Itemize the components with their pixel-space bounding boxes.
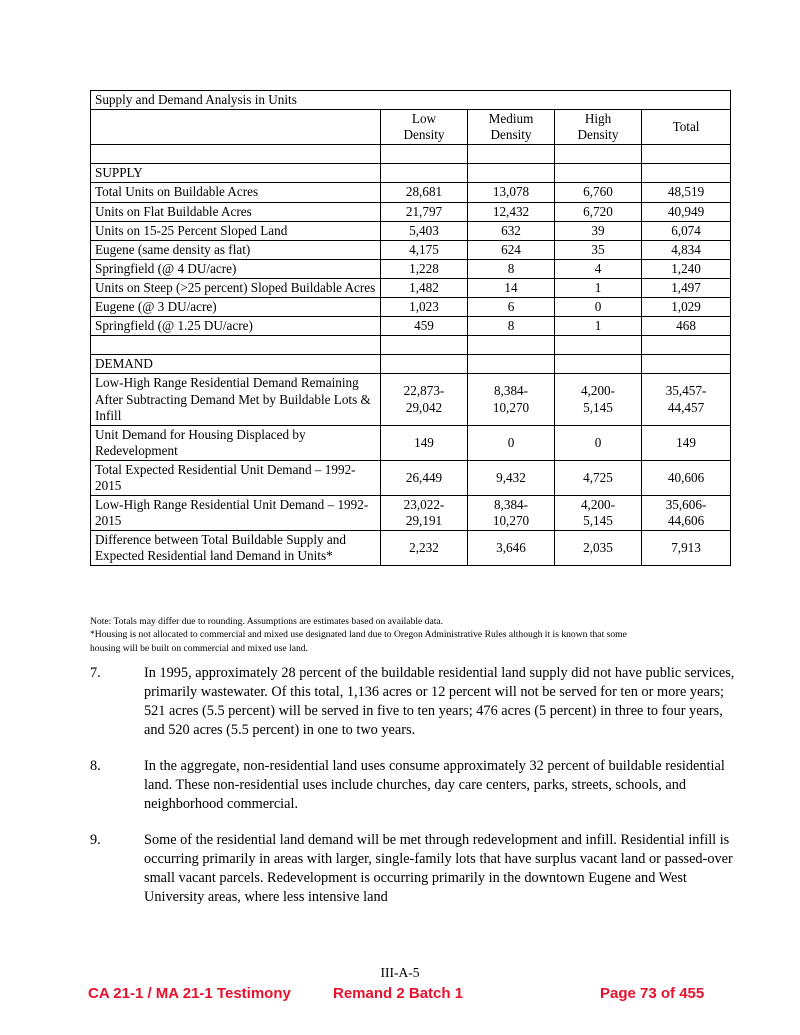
row-value-total: 1,240 <box>642 259 731 278</box>
paragraph-number: 8. <box>90 758 101 774</box>
row-value-high: 4 <box>555 259 642 278</box>
row-label: Total Units on Buildable Acres <box>91 183 381 202</box>
row-label: Springfield (@ 4 DU/acre) <box>91 259 381 278</box>
paragraph-text: In the aggregate, non-residential land uses consume approximately 32 percent of buildable residential land. These non-residential uses include churches, day care centers, parks, streets, schools, and neighborhood commercial. <box>144 758 725 812</box>
section-empty <box>642 164 731 183</box>
table-row <box>91 202 731 221</box>
row-value-total: 1,497 <box>642 278 731 297</box>
table-row <box>91 240 731 259</box>
row-value-high: 1 <box>555 278 642 297</box>
header-low-density: Low Density <box>381 110 468 145</box>
row-value-medium: 13,078 <box>468 183 555 202</box>
row-value-total: 4,834 <box>642 240 731 259</box>
spacer-cell <box>91 336 381 355</box>
section-empty <box>555 164 642 183</box>
row-label: Low-High Range Residential Demand Remaining After Subtracting Demand Met by Buildable Lots & Infill <box>91 374 381 425</box>
row-value-medium: 8,384- 10,270 <box>468 374 555 425</box>
table-row <box>91 278 731 297</box>
table-row <box>91 531 731 566</box>
row-value-low: 23,022- 29,191 <box>381 496 468 531</box>
spacer-cell <box>91 145 381 164</box>
section-row-demand <box>91 355 731 374</box>
row-value-low: 28,681 <box>381 183 468 202</box>
paragraph-9 <box>90 831 735 907</box>
row-value-low: 22,873- 29,042 <box>381 374 468 425</box>
table-row <box>91 374 731 425</box>
row-value-medium: 12,432 <box>468 202 555 221</box>
table-row <box>91 259 731 278</box>
section-title-supply: SUPPLY <box>91 164 381 183</box>
row-value-medium: 8 <box>468 317 555 336</box>
row-label: Unit Demand for Housing Displaced by Redevelopment <box>91 425 381 460</box>
header-total: Total <box>642 110 731 145</box>
paragraph-text: Some of the residential land demand will be met through redevelopment and infill. Residential infill is occurring primarily in areas with larger, single-family lots that have surplus vacant land or passed-over small vacant parcels. Redevelopment is occurring primarily in the downtown Eugene and West University areas, where less intensive land <box>144 832 733 905</box>
spacer-cell <box>555 336 642 355</box>
row-value-medium: 0 <box>468 425 555 460</box>
table-title-row <box>91 91 731 110</box>
table-row <box>91 298 731 317</box>
spacer-cell <box>555 145 642 164</box>
row-label: Units on Flat Buildable Acres <box>91 202 381 221</box>
row-value-high: 1 <box>555 317 642 336</box>
row-value-medium: 3,646 <box>468 531 555 566</box>
row-value-low: 21,797 <box>381 202 468 221</box>
row-value-total: 48,519 <box>642 183 731 202</box>
row-value-low: 1,228 <box>381 259 468 278</box>
row-value-low: 26,449 <box>381 460 468 495</box>
row-label: Eugene (@ 3 DU/acre) <box>91 298 381 317</box>
spacer-cell <box>381 145 468 164</box>
spacer-row-1 <box>91 145 731 164</box>
row-label: Units on Steep (>25 percent) Sloped Buildable Acres <box>91 278 381 297</box>
header-blank <box>91 110 381 145</box>
header-medium-density: Medium Density <box>468 110 555 145</box>
row-value-high: 0 <box>555 425 642 460</box>
row-value-medium: 14 <box>468 278 555 297</box>
row-value-high: 6,720 <box>555 202 642 221</box>
row-label: Units on 15-25 Percent Sloped Land <box>91 221 381 240</box>
row-value-high: 2,035 <box>555 531 642 566</box>
row-label: Eugene (same density as flat) <box>91 240 381 259</box>
table-row <box>91 183 731 202</box>
row-value-low: 5,403 <box>381 221 468 240</box>
row-value-total: 40,606 <box>642 460 731 495</box>
section-row-supply <box>91 164 731 183</box>
row-value-high: 6,760 <box>555 183 642 202</box>
row-value-low: 4,175 <box>381 240 468 259</box>
footer-batch-label: Remand 2 Batch 1 <box>333 985 464 1002</box>
table-note-3: housing will be built on commercial and mixed use land. <box>90 642 308 654</box>
row-value-medium: 632 <box>468 221 555 240</box>
body-paragraphs <box>90 664 735 924</box>
table-row <box>91 317 731 336</box>
row-value-low: 2,232 <box>381 531 468 566</box>
section-empty <box>555 355 642 374</box>
row-label: Difference between Total Buildable Supply and Expected Residential land Demand in Units* <box>91 531 381 566</box>
row-value-low: 1,023 <box>381 298 468 317</box>
row-value-medium: 8,384- 10,270 <box>468 496 555 531</box>
section-empty <box>381 355 468 374</box>
row-value-high: 35 <box>555 240 642 259</box>
row-value-high: 0 <box>555 298 642 317</box>
section-empty <box>381 164 468 183</box>
row-value-medium: 624 <box>468 240 555 259</box>
row-value-medium: 8 <box>468 259 555 278</box>
row-value-low: 149 <box>381 425 468 460</box>
header-high-density: High Density <box>555 110 642 145</box>
spacer-cell <box>642 145 731 164</box>
row-value-total: 1,029 <box>642 298 731 317</box>
page-section-label: III-A-5 <box>380 965 420 980</box>
paragraph-7 <box>90 664 735 740</box>
paragraph-text: In 1995, approximately 28 percent of the buildable residential land supply did not have public services, primarily wastewater. Of this total, 1,136 acres or 12 percent will not be served for ten or more years; 521 acres (5.5 percent) will be served in five to ten years; 476 acres (5 percent) in three to four years, and 520 acres (5.5 percent) in one to two years. <box>144 665 735 738</box>
paragraph-8 <box>90 757 735 814</box>
supply-demand-table-container <box>90 90 730 566</box>
row-value-high: 4,725 <box>555 460 642 495</box>
section-empty <box>468 164 555 183</box>
row-label: Total Expected Residential Unit Demand – 1992-2015 <box>91 460 381 495</box>
table-row <box>91 496 731 531</box>
spacer-cell <box>642 336 731 355</box>
footer-case-label: CA 21-1 / MA 21-1 Testimony <box>88 985 291 1002</box>
row-value-high: 39 <box>555 221 642 240</box>
row-value-total: 40,949 <box>642 202 731 221</box>
footer-page-count: Page 73 of 455 <box>600 985 705 1002</box>
row-value-total: 468 <box>642 317 731 336</box>
spacer-cell <box>468 145 555 164</box>
table-notes <box>90 616 735 656</box>
row-value-medium: 6 <box>468 298 555 317</box>
supply-demand-table <box>90 90 731 566</box>
section-empty <box>468 355 555 374</box>
row-label: Low-High Range Residential Unit Demand – 1992-2015 <box>91 496 381 531</box>
row-value-total: 149 <box>642 425 731 460</box>
paragraph-number: 9. <box>90 832 101 848</box>
table-row <box>91 460 731 495</box>
spacer-row-2 <box>91 336 731 355</box>
row-value-high: 4,200- 5,145 <box>555 374 642 425</box>
table-row <box>91 221 731 240</box>
row-value-low: 1,482 <box>381 278 468 297</box>
row-value-low: 459 <box>381 317 468 336</box>
section-empty <box>642 355 731 374</box>
row-value-total: 7,913 <box>642 531 731 566</box>
row-value-total: 35,606- 44,606 <box>642 496 731 531</box>
table-title: Supply and Demand Analysis in Units <box>91 91 731 110</box>
row-label: Springfield (@ 1.25 DU/acre) <box>91 317 381 336</box>
table-note-1: Note: Totals may differ due to rounding. Assumptions are estimates based on available data. <box>90 616 444 627</box>
paragraph-number: 7. <box>90 665 101 681</box>
row-value-total: 35,457- 44,457 <box>642 374 731 425</box>
table-header-row <box>91 110 731 145</box>
row-value-total: 6,074 <box>642 221 731 240</box>
spacer-cell <box>381 336 468 355</box>
row-value-medium: 9,432 <box>468 460 555 495</box>
table-note-2: *Housing is not allocated to commercial and mixed use designated land due to Oregon Administrative Rules although it is known that some <box>90 629 627 641</box>
row-value-high: 4,200- 5,145 <box>555 496 642 531</box>
spacer-cell <box>468 336 555 355</box>
section-title-demand: DEMAND <box>91 355 381 374</box>
table-row <box>91 425 731 460</box>
